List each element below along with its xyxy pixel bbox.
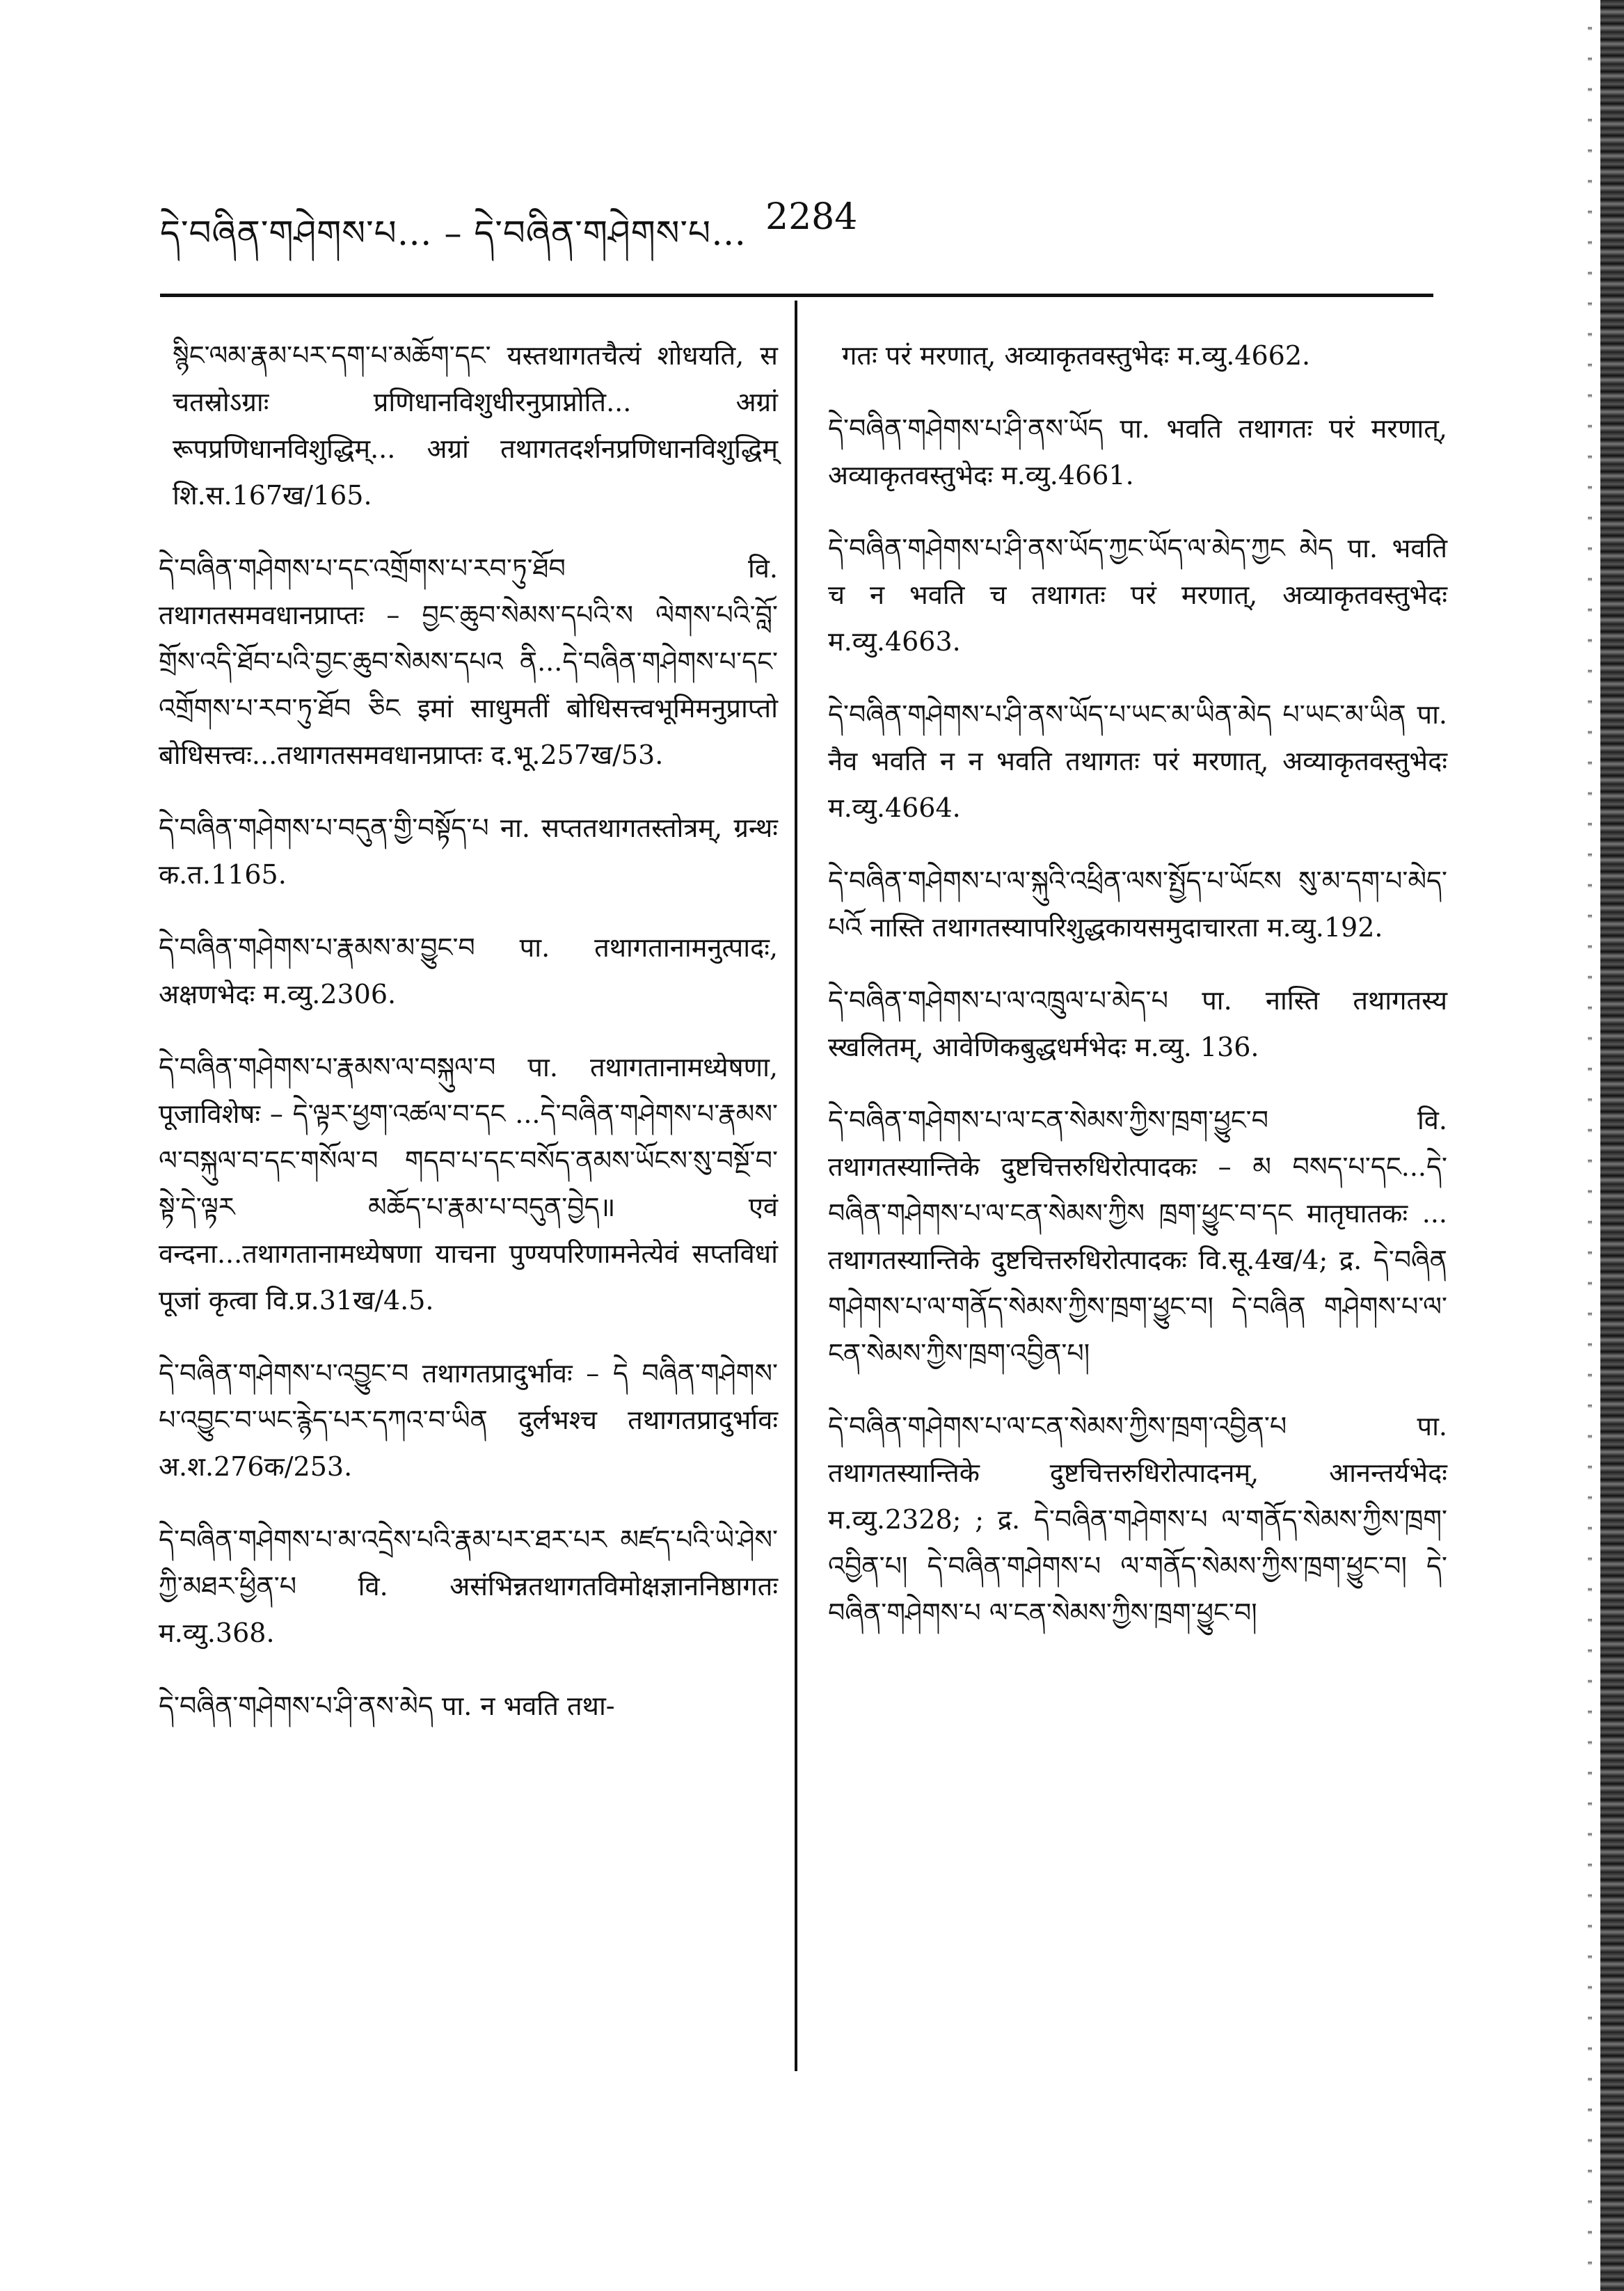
dictionary-entry: དེ་བཞིན་གཤེགས་པ་རྣམས་ལ་བསྐུལ་བ पा. तथागतानामध्येषणा, पूजाविशेषः – དེ་ལྟར་ཕྱག་འཚལ་བ་དང ...དེ་བཞིན་གཤེགས་པ་རྣམས་ལ་བསྐུལ་བ་དང་གསོལ་བ གདབ་པ་དང་བསོད་ནམས་ཡོངས་སུ་བསྔོ་བ་སྟེ་དེ་ལྟར མཆོད་པ་རྣམ་པ་བདུན་བྱེད॥ एवं वन्दना...तथागतानामध्येषणा याचना पुण्यपरिणामनेत्येवं सप्तविधां पूजां कृत्वा वि.प्र.31ख/4.5.: [159, 1052, 778, 1316]
page-number: 2284: [765, 196, 858, 238]
dictionary-entry: དེ་བཞིན་གཤེགས་པ་ཤི་ནས་ཡོད་པ་ཡང་མ་ཡིན་མེད པ་ཡང་མ་ཡིན पा. नैव भवति न न भवति तथागतः परं मरणात्, अव्याकृतवस्तुभेदः म.व्यु.4664.: [828, 699, 1447, 823]
scan-edge-shadow: [1600, 0, 1624, 2291]
dictionary-entry: དེ་བཞིན་གཤེགས་པ་དང་འགྲོགས་པ་རབ་ཏུ་ཐོབ वि. तथागतसमवधानप्राप्तः – བྱང་ཆུབ་སེམས་དཔའི་ས ལེགས་པའི་བློ་གྲོས་འདི་ཐོབ་པའི་བྱང་ཆུབ་སེམས་དཔའ ནི...དེ་བཞིན་གཤེགས་པ་དང་འགྲོགས་པ་རབ་ཏུ་ཐོབ ཅིང इमां साधुमतीं बोधिसत्त्वभूमिमनुप्राप्तो बोधिसत्त्वः...तथागतसमवधानप्राप्तः द.भू.257ख/53.: [159, 553, 778, 770]
dictionary-entry: དེ་བཞིན་གཤེགས་པ་རྣམས་མ་བྱུང་བ पा. तथागतानामनुत्पादः, अक्षणभेदः म.व्यु.2306.: [159, 932, 778, 1009]
dictionary-entry: དེ་བཞིན་གཤེགས་པ་ལ་ངན་སེམས་ཀྱིས་ཁྲག་ཕྱུང་བ वि. तथागतस्यान्तिके दुष्टचित्तरुधिरोत्पादकः – མ བསད་པ་དང...དེ་བཞིན་གཤེགས་པ་ལ་ངན་སེམས་ཀྱིས ཁྲག་ཕྱུང་བ་དང मातृघातकः ... तथागतस्यान्तिके दुष्टचित्तरुधिरोत्पादकः वि.सू.4ख/4; द्र. དེ་བཞིན གཤེགས་པ་ལ་གནོད་སེམས་ཀྱིས་ཁྲག་ཕྱུང་བ། དེ་བཞིན གཤེགས་པ་ལ་ངན་སེམས་ཀྱིས་ཁྲག་འབྱིན་པ།: [828, 1105, 1447, 1368]
dictionary-entry: དེ་བཞིན་གཤེགས་པ་ཤི་ནས་ཡོད पा. भवति तथागतः परं मरणात्, अव्याकृतवस्तुभेदः म.व्यु.4661.: [828, 413, 1447, 490]
scan-speckles: [1588, 0, 1592, 2291]
running-title: དེ་བཞིན་གཤེགས་པ… – དེ་བཞིན་གཤེགས་པ…: [160, 213, 747, 253]
header-rule: [160, 294, 1433, 297]
dictionary-entry: དེ་བཞིན་གཤེགས་པ་མ་འདྲེས་པའི་རྣམ་པར་ཐར་པར མཛད་པའི་ཡེ་ཤེས་ཀྱི་མཐར་ཕྱིན་པ वि. असंभिन्नतथागतविमोक्षज्ञाननिष्ठागतः म.व्यु.368.: [159, 1524, 778, 1648]
dictionary-entry: गतः परं मरणात्, अव्याकृतवस्तुभेदः म.व्यु.4662.: [842, 340, 1311, 371]
left-column: [159, 306, 778, 1745]
dictionary-entry: དེ་བཞིན་གཤེགས་པ་ཤི་ནས་ཡོད་ཀྱང་ཡོད་ལ་མེད་ཀྱང མེད पा. भवति च न भवति च तथागतः परं मरणात्, अव्याकृतवस्तुभेदः म.व्यु.4663.: [828, 533, 1447, 657]
dictionary-entry: དེ་བཞིན་གཤེགས་པ་ཤི་ནས་མེད पा. न भवति तथा-: [159, 1691, 615, 1721]
dictionary-entry: སྙིང་ལམ་རྣམ་པར་དག་པ་མཆོག་དང་ यस्तथागतचैत्यं शोधयति, स चतस्रोऽग्राः प्रणिधानविशुधीरनुप्राप्नोति... अग्रां रूपप्रणिधानविशुद्धिम्... अग्रां तथागतदर्शनप्रणिधानविशुद्धिम् शि.स.167ख/165.: [173, 340, 778, 511]
dictionary-entry: དེ་བཞིན་གཤེགས་པ་ལ་འཁྲུལ་པ་མེད་པ पा. नास्ति तथागतस्य स्खलितम्, आवेणिकबुद्धधर्मभेदः म.व्यु. 136.: [828, 985, 1447, 1062]
right-column: [828, 306, 1447, 1652]
dictionary-entry: དེ་བཞིན་གཤེགས་པ་བདུན་གྱི་བསྟོད་པ ना. सप्ततथागतस्तोत्रम्, ग्रन्थः क.त.1165.: [159, 813, 778, 890]
dictionary-entry: དེ་བཞིན་གཤེགས་པ་འབྱུང་བ तथागतप्रादुर्भावः – དེ བཞིན་གཤེགས་པ་འབྱུང་བ་ཡང་རྙེད་པར་དཀའ་བ་ཡིན दुर्लभश्च तथागतप्रादुर्भावः अ.श.276क/253.: [159, 1358, 778, 1482]
dictionary-entry: དེ་བཞིན་གཤེགས་པ་ལ་ངན་སེམས་ཀྱིས་ཁྲག་འབྱིན་པ पा. तथागतस्यान्तिके दुष्टचित्तरुधिरोत्पादनम्, आनन्तर्यभेदः म.व्यु.2328; ; द्र. དེ་བཞིན་གཤེགས་པ ལ་གནོད་སེམས་ཀྱིས་ཁྲག་འབྱིན་པ། དེ་བཞིན་གཤེགས་པ ལ་གནོད་སེམས་ཀྱིས་ཁྲག་ཕྱུང་བ། དེ་བཞིན་གཤེགས་པ ལ་ངན་སེམས་ཀྱིས་ཁྲག་ཕྱུང་བ།: [828, 1411, 1447, 1628]
dictionary-entry: དེ་བཞིན་གཤེགས་པ་ལ་སྐུའི་འཕྲིན་ལས་སྤྱོད་པ་ཡོངས སུ་མ་དག་པ་མེད་པའོ नास्ति तथागतस्यापरिशुद्धकायसमुदाचारता म.व्यु.192.: [828, 865, 1447, 943]
column-divider: [795, 301, 797, 2071]
